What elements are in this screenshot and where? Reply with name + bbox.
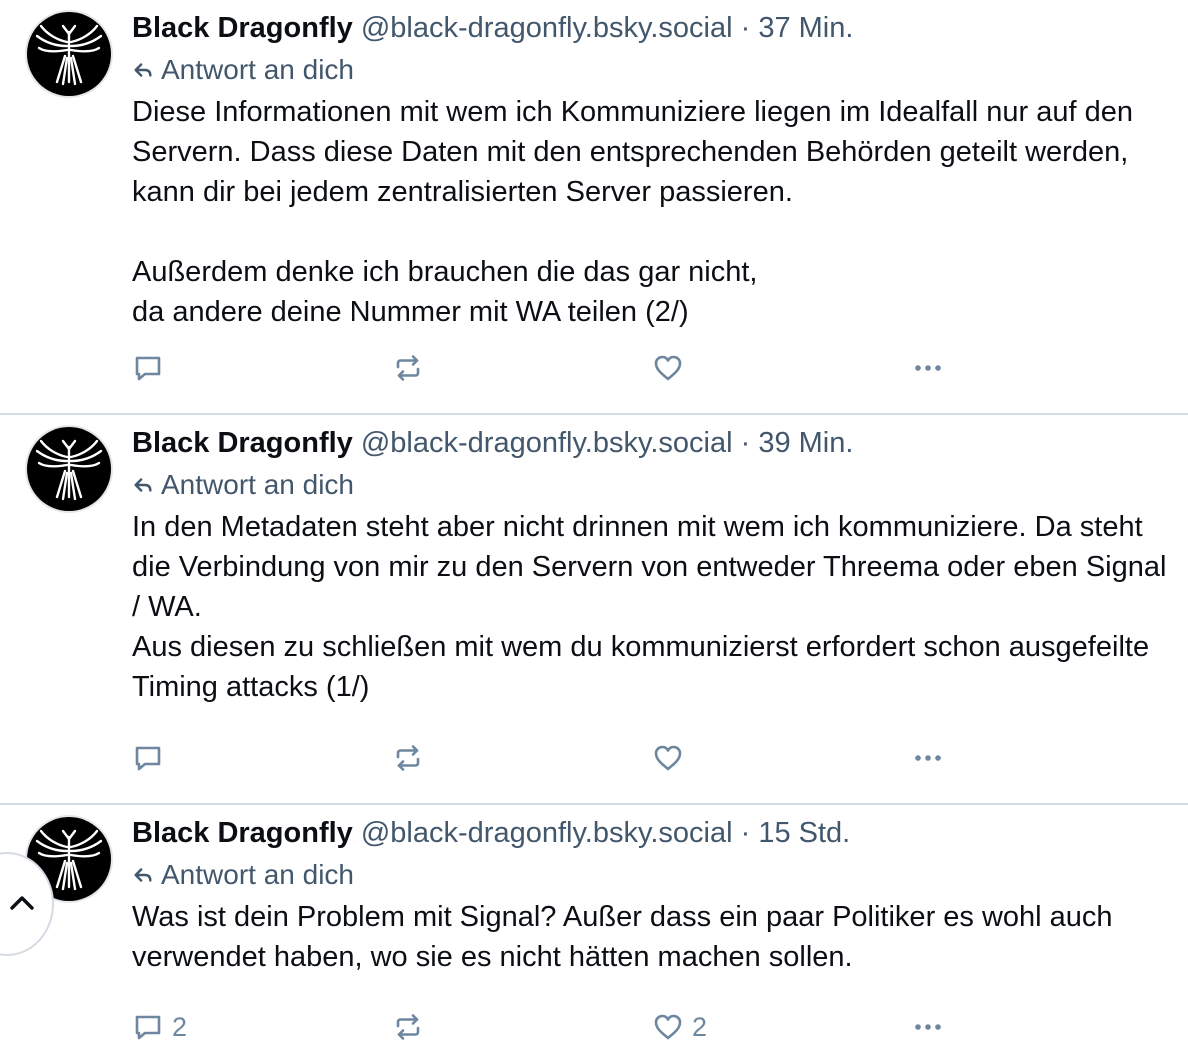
post-timestamp[interactable]: 37 Min. <box>758 12 854 44</box>
speech-bubble-icon <box>132 1011 164 1043</box>
repost-button[interactable] <box>392 1009 432 1045</box>
author-display-name[interactable]: Black Dragonfly <box>132 12 353 44</box>
meta-separator: · <box>732 12 759 44</box>
post-timestamp[interactable]: 39 Min. <box>758 427 854 459</box>
reply-context-label: Antwort an dich <box>161 54 354 85</box>
like-button[interactable] <box>652 740 692 776</box>
avatar[interactable] <box>27 427 111 511</box>
more-options-button[interactable] <box>912 740 944 776</box>
author-handle[interactable]: @black-dragonfly.bsky.social <box>360 427 733 459</box>
phoenix-logo-icon <box>27 12 111 96</box>
reply-button[interactable] <box>132 1009 187 1045</box>
post-text: Was ist dein Problem mit Signal? Außer dass ein paar Politiker es wohl auch verwendet haben, wo sie es nicht hätten machen sollen. <box>132 901 1121 973</box>
author-display-name[interactable]: Black Dragonfly <box>132 427 353 459</box>
reply-button[interactable] <box>132 350 172 386</box>
post-text: In den Metadaten steht aber nicht drinnen mit wem ich kommuniziere. Da steht die Verbindung von mir zu den Servern von entweder Threema oder eben Signal / WA. Aus diesen zu schließen mit wem du kommunizierst erfordert schon ausgefeilte Timing attacks (1/) <box>132 511 1167 703</box>
post-actions <box>132 350 992 386</box>
post-text: Diese Informationen mit wem ich Kommuniziere liegen im Idealfall nur auf den Servern. Dass diese Daten mit den entsprechenden Behörden geteilt werden, kann dir bei jedem zentralisierten Server passieren. Außerdem denke ich brauchen die das gar nicht, da andere deine Nummer mit WA teilen (2/) <box>132 96 1133 328</box>
repost-arrows-icon <box>392 352 424 384</box>
reply-arrow-icon <box>132 59 154 81</box>
meta-separator: · <box>732 427 759 459</box>
post-actions <box>132 740 992 776</box>
like-button[interactable] <box>652 350 692 386</box>
reply-context[interactable] <box>132 50 1172 90</box>
post-item[interactable] <box>0 415 1188 805</box>
speech-bubble-icon <box>132 352 164 384</box>
post-item[interactable] <box>0 0 1188 415</box>
repost-arrows-icon <box>392 1011 424 1043</box>
reply-context-label: Antwort an dich <box>161 859 354 890</box>
reply-arrow-icon <box>132 864 154 886</box>
reply-context-label: Antwort an dich <box>161 469 354 500</box>
repost-arrows-icon <box>392 742 424 774</box>
ellipsis-icon <box>912 1011 944 1043</box>
post-item[interactable] <box>0 805 1188 1054</box>
reply-button[interactable] <box>132 740 172 776</box>
post-timestamp[interactable]: 15 Std. <box>758 817 851 849</box>
like-button[interactable] <box>652 1009 707 1045</box>
reply-count: 2 <box>172 1011 188 1042</box>
heart-icon <box>652 1011 684 1043</box>
reply-context[interactable] <box>132 855 1172 895</box>
ellipsis-icon <box>912 742 944 774</box>
repost-button[interactable] <box>392 740 432 776</box>
heart-icon <box>652 352 684 384</box>
heart-icon <box>652 742 684 774</box>
ellipsis-icon <box>912 352 944 384</box>
repost-button[interactable] <box>392 350 432 386</box>
more-options-button[interactable] <box>912 350 944 386</box>
author-display-name[interactable]: Black Dragonfly <box>132 817 353 849</box>
author-handle[interactable]: @black-dragonfly.bsky.social <box>360 12 733 44</box>
post-actions <box>132 1009 992 1045</box>
author-handle[interactable]: @black-dragonfly.bsky.social <box>360 817 733 849</box>
speech-bubble-icon <box>132 742 164 774</box>
avatar[interactable] <box>27 12 111 96</box>
phoenix-logo-icon <box>27 427 111 511</box>
like-count: 2 <box>692 1011 708 1042</box>
meta-separator: · <box>732 817 759 849</box>
reply-arrow-icon <box>132 474 154 496</box>
reply-context[interactable] <box>132 465 1172 505</box>
chevron-up-icon <box>6 888 38 920</box>
more-options-button[interactable] <box>912 1009 944 1045</box>
